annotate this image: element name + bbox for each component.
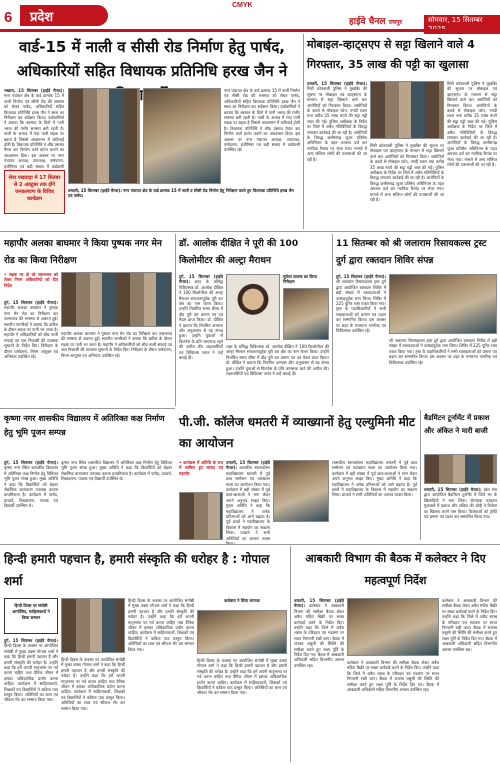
jalaram-text: श्री जलाराम रिसायकल्स ट्रस्ट दुर्ग द्वारा आयोजित रक्तदान शिविर में बड़ी संख्या में रक्तदाताओं ने उत्साहपूर्वक भाग लिया। शिविर में 225 यूनिट रक्त एकत्र किया गया। ट्रस्ट के पदाधिकारियों ने सभी रक्तदाताओं को प्रमाण पत्र प्रदान कर सम्मानित किया। इस अवसर पर शहर के गणमान्य नागरिक एवं चिकित्सक उपस्थित रहे। [336, 279, 386, 334]
brand-name: हाईवे चैनल [349, 17, 386, 27]
alka-dateline: दुर्ग, 15 सितम्बर (हाईवे चैनल)। [4, 300, 58, 305]
hindi-box: हिन्दी दिवस पर संगोष्ठी आयोजित, साहित्यकारों ने किया सम्मान [4, 598, 58, 634]
hindi-text-cont: हिन्दी दिवस के अवसर पर आयोजित संगोष्ठी में मुख्य वक्ता गोपाल शर्मा ने कहा कि हिन्दी हमारी पहचान है और हमारी संस्कृति की धरोहर है। उन्होंने कहा कि हमें अपनी मातृभाषा पर गर्व करना चाहिए तथा दैनिक जीवन में इसका अधिकाधिक प्रयोग करना चाहिए। कार्यक्रम में साहित्यकारों, शिक्षकों एवं विद्यार्थियों ने कविता पाठ प्रस्तुत किया। अतिथियों का शाल एवं श्रीफल भेंट कर सम्मान किया गया। [61, 657, 125, 711]
pg-subhead: • कार्यक्रम में अतिथि के रूप में शामिल हुए सांसद एवं महापौर [179, 460, 223, 476]
alka-text-cont: महापौर अलका बाघमार ने पुष्पक नगर मेन रोड का निरीक्षण कर जलभराव की समस्या से अवगत हुईं। स्थानीय नागरिकों ने बताया कि बारिश के दौरान सड़क पर पानी भर जाता है। महापौर ने अधिकारियों को शीघ्र नाली सफाई एवं जल निकासी की व्यवस्था सुधारने के निर्देश दिए। निरीक्षण के दौरान पार्षदगण, निगम आयुक्त एवं अभियंता उपस्थित रहे। [61, 331, 172, 358]
betting-body [307, 81, 367, 221]
betting-body-cont [447, 81, 497, 221]
excise-body-cont [347, 660, 439, 760]
alok-dateline: दुर्ग, 15 सितम्बर (हाईवे चैनल)। [179, 274, 223, 285]
hindi-photo [61, 598, 125, 653]
pg-headline: पी.जी. कॉलेज धमतरी में व्याख्यानों हेतु एल्युमिनी मीट का आयोजन [179, 415, 415, 450]
badminton-text: खेल संघ द्वारा आयोजित बैडमिंटन टूर्नामेंट में जिले भर के खिलाड़ियों ने भाग लिया। रोमांचक फाइनल मुकाबले में प्रकाश और अंकित की जोड़ी ने विजेता का खिताब अपने नाम किया। विजेताओं को ट्रॉफी एवं प्रमाण पत्र प्रदान कर सम्मानित किया गया। [424, 487, 497, 520]
pg-body-cont [332, 460, 417, 540]
betting-headline: मोबाइल-व्हाट्सएप से सट्टा खिलाने वाले 4 गिरफ्तार, 35 लाख की पट्टी का खुलासा [307, 38, 475, 71]
ward15-caption: धमतरी, 15 सितम्बर (हाईवे चैनल)। नगर पंचायत क्षेत्र के वार्ड क्रमांक 15 में नाली व सीसी रोड निर्माण हेतु निरीक्षण करते हुए विधायक प्रतिनिधि हरख जैन एवं पार्षद। [68, 188, 294, 199]
excise-text: कलेक्टर ने आबकारी विभाग की समीक्षा बैठक लेकर अवैध मदिरा बिक्री पर सख्त कार्रवाई करने के निर्देश दिए। उन्होंने कहा कि जिले में अवैध शराब के परिवहन एवं भंडारण पर सतत निगरानी रखी जाए। बैठक में राजस्व वसूली की स्थिति की समीक्षा करते हुए लक्ष्य पूर्ति के निर्देश दिए गए। बैठक में आबकारी अधिकारी सहित विभागीय अमला उपस्थित रहा। [294, 603, 344, 668]
section-rule-1 [0, 231, 500, 232]
hindi-text-col3: हिन्दी दिवस के अवसर पर आयोजित संगोष्ठी में मुख्य वक्ता गोपाल शर्मा ने कहा कि हिन्दी हमारी पहचान है और हमारी संस्कृति की धरोहर है। उन्होंने कहा कि हमें अपनी मातृभाषा पर गर्व करना चाहिए तथा दैनिक जीवन में इसका अधिकाधिक प्रयोग करना चाहिए। कार्यक्रम में साहित्यकारों, शिक्षकों एवं विद्यार्थियों ने कविता पाठ प्रस्तुत किया। अतिथियों का शाल एवं श्रीफल भेंट कर सम्मान किया गया। [128, 598, 194, 652]
section-rule-3 [0, 544, 500, 545]
section-label: प्रदेश [20, 5, 108, 26]
alok-photo-caption: सुपेला तालाब का किया निरीक्षण [283, 274, 317, 285]
pg-text: शासकीय स्नातकोत्तर महाविद्यालय धमतरी में पूर्व छात्र सम्मेलन एवं व्याख्यान माला का आयोजन किया गया। कार्यक्रम में बड़ी संख्या में पूर्व छात्र-छात्राओं ने भाग लेकर अपने अनुभव साझा किए। मुख्य अतिथि ने कहा कि महाविद्यालय ने अनेक प्रतिभाओं को आगे बढ़ाया है। पूर्व छात्रों ने महाविद्यालय के विकास में सहयोग का संकल्प लिया। प्राचार्य ने सभी अतिथियों का आभार व्यक्त [226, 465, 270, 541]
krishna-headline: कृष्णा नगर शासकीय विद्यालय में अतिरिक्त कक्ष निर्माण हेतु भूमि पूजन सम्पन्न [4, 414, 165, 437]
badminton-photo [424, 454, 497, 484]
hindi-dateline: दुर्ग, 15 सितम्बर (हाईवे चैनल)। [4, 638, 58, 643]
pg-text-cont: शासकीय स्नातकोत्तर महाविद्यालय धमतरी में पूर्व छात्र सम्मेलन एवं व्याख्यान माला का आयोजन किया गया। कार्यक्रम में बड़ी संख्या में पूर्व छात्र-छात्राओं ने भाग लेकर अपने अनुभव साझा किए। मुख्य अतिथि ने कहा कि महाविद्यालय ने अनेक प्रतिभाओं को आगे बढ़ाया है। पूर्व छात्रों ने महाविद्यालय के विकास में सहयोग का संकल्प लिया। प्राचार्य ने सभी अतिथियों का आभार व्यक्त किया। [332, 460, 417, 498]
column-rule-2 [175, 234, 176, 406]
pg-photo-1 [179, 492, 223, 540]
hindi-photo-2 [197, 610, 287, 654]
hindi-body [4, 638, 58, 760]
edition: रायपुर [388, 19, 402, 26]
alka-text: महापौर अलका बाघमार ने पुष्पक नगर मेन रोड का निरीक्षण कर जलभराव की समस्या से अवगत हुईं। स्थानीय नागरिकों ने बताया कि बारिश के दौरान सड़क पर पानी भर जाता है। महापौर ने अधिकारियों को शीघ्र नाली सफाई एवं जल निकासी की व्यवस्था सुधारने के निर्देश दिए। निरीक्षण के दौरान पार्षदगण, निगम आयुक्त एवं अभियंता उपस्थित रहे। [4, 305, 58, 360]
alka-body [4, 300, 58, 405]
alok-body [179, 274, 223, 404]
excise-text-col3: कलेक्टर ने आबकारी विभाग की समीक्षा बैठक लेकर अवैध मदिरा बिक्री पर सख्त कार्रवाई करने के निर्देश दिए। उन्होंने कहा कि जिले में अवैध शराब के परिवहन एवं भंडारण पर सतत निगरानी रखी जाए। बैठक में राजस्व वसूली की स्थिति की समीक्षा करते हुए लक्ष्य पूर्ति के निर्देश दिए गए। बैठक में आबकारी अधिकारी सहित विभागीय अमला उपस्थित रहा। [442, 598, 497, 652]
badminton-body [424, 487, 497, 540]
alka-photo [61, 272, 172, 327]
section-rule-2 [0, 408, 175, 409]
alok-text: शहर के प्रसिद्ध चिकित्सक डॉ. आलोक दीक्षित ने 100 किलोमीटर की अल्ट्रा मैराथन सफलतापूर्वक पूरी कर क्षेत्र का नाम रोशन किया। उन्होंने निर्धारित समय सीमा में दौड़ पूरी कर प्रमाण पत्र एवं मेडल प्राप्त किया। डॉ. दीक्षित ने बताया कि नियमित अभ्यास और अनुशासन से यह संभव हुआ। उन्होंने युवाओं से फिटनेस के प्रति जागरूक रहने की अपील की। शहरवासियों एवं चिकित्सा जगत ने उन्हें बधाई दी। [179, 279, 223, 361]
ward15-headline: वार्ड-15 में नाली व सीसी रोड निर्माण हेतु पार्षद, अधिकारियों सहित विधायक प्रतिनिधि हरख जैन ने [16, 38, 288, 80]
alok-portrait [226, 274, 280, 340]
excise-photo [347, 598, 439, 656]
hindi-headline: हिन्दी हमारी पहचान है, हमारी संस्कृति की धरोहर है : गोपाल शर्मा [4, 552, 270, 588]
jalaram-body-cont [389, 338, 497, 404]
badminton-dateline: धमतरी, 15 सितम्बर (हाईवे चैनल)। [424, 487, 482, 492]
hindi-text-col4: हिन्दी दिवस के अवसर पर आयोजित संगोष्ठी में मुख्य वक्ता गोपाल शर्मा ने कहा कि हिन्दी हमारी पहचान है और हमारी संस्कृति की धरोहर है। उन्होंने कहा कि हमें अपनी मातृभाषा पर गर्व करना चाहिए तथा दैनिक जीवन में इसका अधिकाधिक प्रयोग करना चाहिए। कार्यक्रम में साहित्यकारों, शिक्षकों एवं विद्यार्थियों ने कविता पाठ प्रस्तुत किया। अतिथियों का शाल एवं श्रीफल भेंट कर सम्मान किया गया। [197, 658, 287, 696]
krishna-text-cont: कृष्णा नगर स्थित शासकीय विद्यालय में अतिरिक्त कक्ष निर्माण हेतु विधिवत भूमि पूजन संपन्न हुआ। मुख्य अतिथि ने कहा कि विद्यार्थियों को बेहतर शैक्षणिक वातावरण उपलब्ध कराना प्राथमिकता है। कार्यक्रम में पार्षद, प्राचार्य, शिक्षकगण, पालक एवं विद्यार्थी उपस्थित थे। [61, 460, 172, 482]
ward15-text-cont: नगर पंचायत क्षेत्र के वार्ड क्रमांक 15 में नाली निर्माण एवं सीसी रोड की समस्या को लेकर पार्षद, अधिकारियों सहित विधायक प्रतिनिधि हरख जैन ने स्थल का निरीक्षण कर सर्वेक्षण किया। वार्डवासियों ने बताया कि बरसात के दिनों में पानी भराव की गंभीर समस्या बनी रहती है। नाली के अभाव में गंदा पानी सड़क पर बहता है जिससे आवागमन में कठिनाई होती है। विधायक प्रतिनिधि ने शीघ्र प्रस्ताव तैयार कर निर्माण कार्य प्रारंभ कराने का आश्वासन दिया। इस अवसर पर नगर पंचायत अध्यक्ष, उपाध्यक्ष, पार्षदगण, इंजीनियर एवं बड़ी संख्या में वार्डवासी उपस्थित रहे। [224, 88, 300, 153]
alok-text-cont: शहर के प्रसिद्ध चिकित्सक डॉ. आलोक दीक्षित ने 100 किलोमीटर की अल्ट्रा मैराथन सफलतापूर्वक पूरी कर क्षेत्र का नाम रोशन किया। उन्होंने निर्धारित समय सीमा में दौड़ पूरी कर प्रमाण पत्र एवं मेडल प्राप्त किया। डॉ. दीक्षित ने बताया कि नियमित अभ्यास और अनुशासन से यह संभव हुआ। उन्होंने युवाओं से फिटनेस के प्रति जागरूक रहने की अपील की। शहरवासियों एवं चिकित्सा जगत ने उन्हें बधाई दी। [226, 344, 329, 377]
page-header [0, 0, 500, 32]
jalaram-dateline: दुर्ग, 15 सितम्बर (हाईवे चैनल)। [336, 274, 386, 279]
jalaram-text-cont: श्री जलाराम रिसायकल्स ट्रस्ट दुर्ग द्वारा आयोजित रक्तदान शिविर में बड़ी संख्या में रक्तदाताओं ने उत्साहपूर्वक भाग लिया। शिविर में 225 यूनिट रक्त एकत्र किया गया। ट्रस्ट के पदाधिकारियों ने सभी रक्तदाताओं को प्रमाण पत्र प्रदान कर सम्मानित किया। इस अवसर पर शहर के गणमान्य नागरिक एवं चिकित्सक उपस्थित रहे। [389, 338, 497, 365]
pg-dateline: धमतरी, 15 सितम्बर (हाईवे चैनल)। [226, 460, 270, 471]
alka-subhead: • सड़क पर हो रहे जलभराव को लेकर निगम अधिकारियों को दिए निर्देश [4, 272, 58, 288]
column-rule-5 [290, 546, 291, 762]
pg-photo-2 [273, 460, 329, 522]
masthead-brand [349, 14, 402, 27]
excise-body [294, 598, 344, 760]
issue-date: सोमवार, 15 सितम्बर [424, 15, 500, 34]
krishna-text: कृष्णा नगर स्थित शासकीय विद्यालय में अतिरिक्त कक्ष निर्माण हेतु विधिवत भूमि पूजन संपन्न हुआ। मुख्य अतिथि ने कहा कि विद्यार्थियों को बेहतर शैक्षणिक वातावरण उपलब्ध कराना प्राथमिकता है। कार्यक्रम में पार्षद, प्राचार्य, शिक्षकगण, पालक एवं विद्यार्थी उपस्थित थे। [4, 465, 58, 509]
page-number: 6 [4, 9, 13, 26]
krishna-dateline: दुर्ग, 15 सितम्बर (हाईवे चैनल)। [4, 460, 58, 465]
hindi-tag: कलेक्टर ने लिया जायजा [224, 598, 260, 603]
hindi-body-cont [61, 657, 125, 760]
column-rule-4 [420, 410, 421, 540]
jalaram-headline: 11 सितम्बर को श्री जलाराम रिसायकल्स ट्रस्ट दुर्ग द्वारा रक्तदान शिविर संपन्न [336, 239, 487, 266]
excise-text-cont: कलेक्टर ने आबकारी विभाग की समीक्षा बैठक लेकर अवैध मदिरा बिक्री पर सख्त कार्रवाई करने के निर्देश दिए। उन्होंने कहा कि जिले में अवैध शराब के परिवहन एवं भंडारण पर सतत निगरानी रखी जाए। बैठक में राजस्व वसूली की स्थिति की समीक्षा करते हुए लक्ष्य पूर्ति के निर्देश दिए गए। बैठक में आबकारी अधिकारी सहित विभागीय अमला उपस्थित रहा। [347, 660, 439, 693]
betting-photo [370, 81, 444, 139]
ward15-sidebar-box: सेवा पखवाड़ा में 17 सितंबर से 2 अक्टूबर तक होंगे जनकल्याण के विविध कार्यक्रम [4, 170, 65, 214]
betting-text-lower: सिटी कोतवाली पुलिस ने मुखबिर की सूचना पर मोबाइल एवं व्हाट्सएप के माध्यम से सट्टा खिलाने वाले चार आरोपियों को गिरफ्तार किया। आरोपियों के कब्जे से मोबाइल फोन, नगदी रकम तथा करीब 35 लाख रुपये की सट्टा पट्टी जब्त की गई। पुलिस अधीक्षक के निर्देश पर जिले में अवैध गतिविधियों के विरुद्ध लगातार कार्रवाई की जा रही है। आरोपियों के विरुद्ध छत्तीसगढ़ जुआ प्रतिषेध अधिनियम के तहत अपराध दर्ज कर न्यायिक रिमांड पर भेजा गया। मामले में अन्य संलिप्त लोगों की पतासाजी की जा रही है। [370, 143, 444, 203]
ward15-photo-2 [143, 88, 221, 184]
krishna-body [4, 460, 58, 540]
pg-body [226, 460, 270, 540]
column-rule [303, 34, 304, 229]
hindi-body-col3 [128, 598, 194, 760]
hindi-text: हिन्दी दिवस के अवसर पर आयोजित संगोष्ठी में मुख्य वक्ता गोपाल शर्मा ने कहा कि हिन्दी हमारी पहचान है और हमारी संस्कृति की धरोहर है। उन्होंने कहा कि हमें अपनी मातृभाषा पर गर्व करना चाहिए तथा दैनिक जीवन में इसका अधिकाधिक प्रयोग करना चाहिए। कार्यक्रम में साहित्यकारों, शिक्षकों एवं विद्यार्थियों ने कविता पाठ प्रस्तुत किया। अतिथियों का शाल एवं श्रीफल भेंट कर सम्मान किया गया। [4, 643, 58, 703]
jalaram-photo [389, 274, 497, 334]
betting-text: सिटी कोतवाली पुलिस ने मुखबिर की सूचना पर मोबाइल एवं व्हाट्सएप के माध्यम से सट्टा खिलाने वाले चार आरोपियों को गिरफ्तार किया। आरोपियों के कब्जे से मोबाइल फोन, नगदी रकम तथा करीब 35 लाख रुपये की सट्टा पट्टी जब्त की गई। पुलिस अधीक्षक के निर्देश पर जिले में अवैध गतिविधियों के विरुद्ध लगातार कार्रवाई की जा रही है। आरोपियों के विरुद्ध छत्तीसगढ़ जुआ प्रतिषेध अधिनियम के तहत अपराध दर्ज कर न्यायिक रिमांड पर भेजा गया। मामले में अन्य संलिप्त लोगों की पतासाजी की जा रही है। [307, 86, 367, 162]
excise-body-col3 [442, 598, 497, 760]
betting-text-cont: सिटी कोतवाली पुलिस ने मुखबिर की सूचना पर मोबाइल एवं व्हाट्सएप के माध्यम से सट्टा खिलाने वाले चार आरोपियों को गिरफ्तार किया। आरोपियों के कब्जे से मोबाइल फोन, नगदी रकम तथा करीब 35 लाख रुपये की सट्टा पट्टी जब्त की गई। पुलिस अधीक्षक के निर्देश पर जिले में अवैध गतिविधियों के विरुद्ध लगातार कार्रवाई की जा रही है। आरोपियों के विरुद्ध छत्तीसगढ़ जुआ प्रतिषेध अधिनियम के तहत अपराध दर्ज कर न्यायिक रिमांड पर भेजा गया। मामले में अन्य संलिप्त लोगों की पतासाजी की जा रही है। [447, 81, 497, 168]
alok-photo-2 [283, 288, 329, 340]
badminton-headline: बैडमिंटन टूर्नामेंट में प्रकाश और अंकित ने मारी बाजी [424, 414, 490, 435]
alok-body-cont [226, 344, 329, 404]
ward15-photo-1 [68, 88, 140, 184]
alka-body-cont [61, 331, 172, 405]
betting-dateline: धमतरी, 15 सितम्बर (हाईवे चैनल)। [307, 81, 367, 86]
krishna-body-cont [61, 460, 172, 540]
header-rule [0, 29, 500, 32]
hindi-body-col4 [197, 658, 287, 760]
alka-headline: महापौर अलका बाघमार ने किया पुष्पक नगर मेन रोड का किया निरीक्षण [4, 239, 162, 266]
jalaram-body [336, 274, 386, 404]
excise-headline: आबकारी विभाग की बैठक में कलेक्टर ने दिए महत्वपूर्ण निर्देश [305, 552, 486, 587]
betting-body-lower [370, 143, 444, 221]
ward15-dateline: भखारा, 15 सितम्बर (हाईवे चैनल)। [4, 88, 64, 93]
cmyk-mark: CMYK [232, 2, 253, 9]
ward15-text: नगर पंचायत क्षेत्र के वार्ड क्रमांक 15 में नाली निर्माण एवं सीसी रोड की समस्या को लेकर पार्षद, अधिकारियों सहित विधायक प्रतिनिधि हरख जैन ने स्थल का निरीक्षण कर सर्वेक्षण किया। वार्डवासियों ने बताया कि बरसात के दिनों में पानी भराव की गंभीर समस्या बनी रहती है। नाली के अभाव में गंदा पानी सड़क पर बहता है जिससे आवागमन में कठिनाई होती है। विधायक प्रतिनिधि ने शीघ्र प्रस्ताव तैयार कर निर्माण कार्य प्रारंभ कराने का आश्वासन दिया। इस अवसर पर नगर पंचायत अध्यक्ष, उपाध्यक्ष, पार्षदगण, इंजीनियर एवं बड़ी संख्या में वार्डवासी [4, 93, 64, 169]
alok-headline: डॉ. आलोक दीक्षित ने पूरी की 100 किलोमीटर की अल्ट्रा मैराथन [179, 239, 299, 266]
excise-dateline: धमतरी, 15 सितम्बर (हाईवे चैनल)। [294, 598, 344, 609]
column-rule-3 [332, 234, 333, 406]
